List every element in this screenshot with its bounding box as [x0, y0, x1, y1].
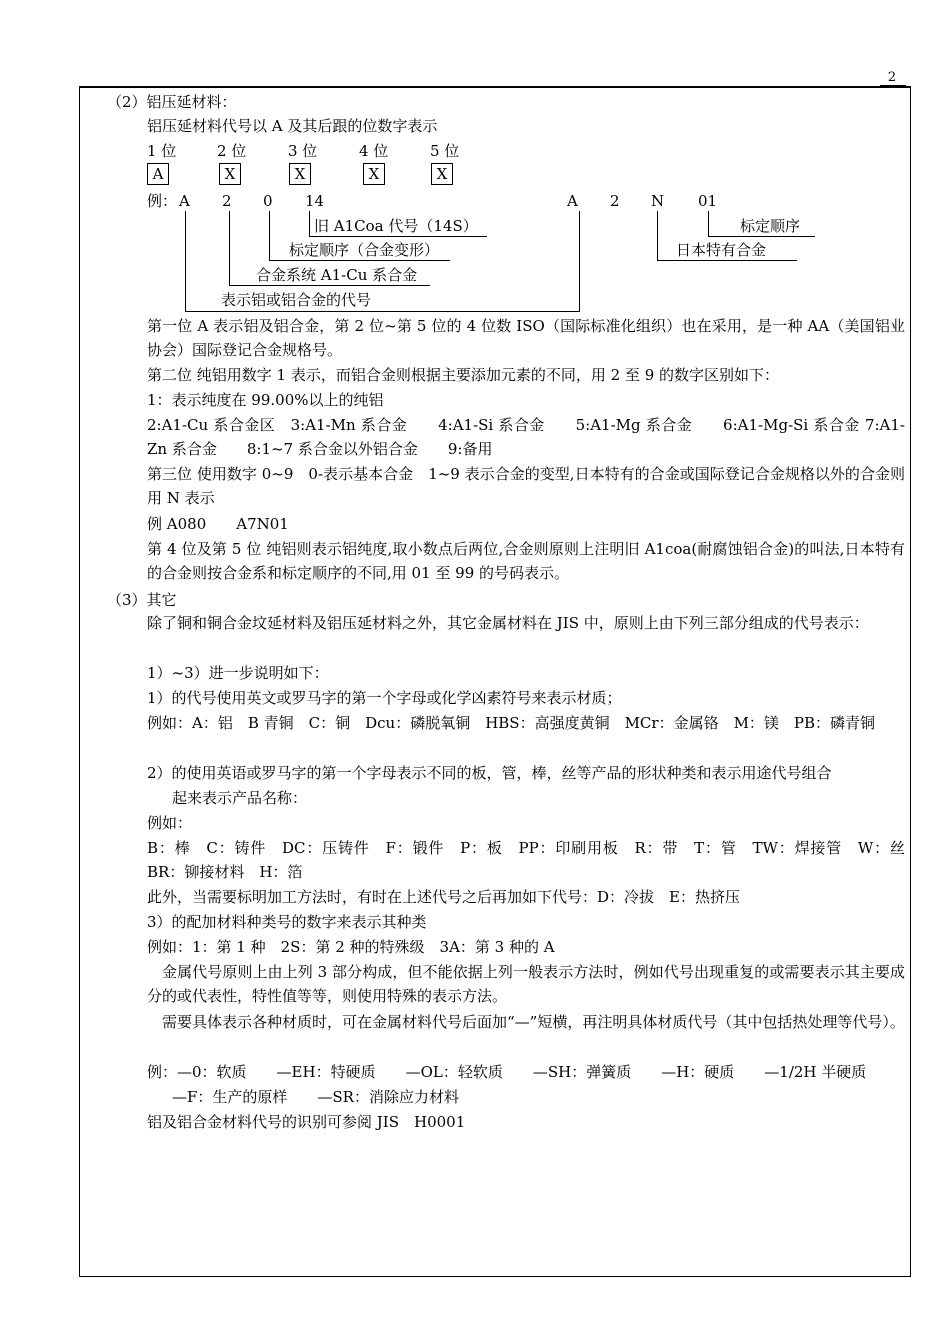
leader-14-vertical: [309, 211, 310, 236]
section3-para-14: 例：—0：软质 —EH：特硬质 —OL：轻软质 —SH：弹簧质 —H：硬质 —1/2H 半硬质: [147, 1063, 867, 1081]
leader-a2-vertical: [579, 211, 580, 311]
section3-para-13: 需要具体表示各种材质时，可在金属材料代号后面加“—”短横，再注明具体材质代号（其中包括热处理等代号）。: [162, 1013, 905, 1031]
section2-para-6: 例 A080 A7N01: [147, 515, 289, 533]
frame-top-rule: [79, 86, 911, 88]
callout-japan-alloy: 日本特有合金: [676, 241, 767, 259]
section3-para-1: 除了铜和铜合金坟延材料及铝压延材料之外，其它金属材料在 JIS 中，原则上由下列三部分组成的代号表示：: [147, 614, 869, 632]
example1-char-2: 2: [222, 192, 232, 210]
example2-char-1: A: [567, 192, 578, 210]
section3-para-5: 2）的使用英语或罗马字的第一个字母表示不同的板，管，棒，丝等产品的形状种类和表示用途代号组合: [147, 764, 832, 782]
example-label: 例：: [147, 192, 178, 210]
leader-01-vertical: [708, 211, 709, 236]
code-box-1: A: [147, 163, 169, 185]
callout-aluminum-code: 表示铝或铝合金的代号: [221, 291, 372, 309]
code-box-2: X: [219, 163, 241, 185]
leader-0-underline: [269, 260, 450, 261]
callout-alloy-system: 合金系统 A1-Cu 系合金: [256, 266, 418, 284]
section3-para-6: 起来表示产品名称：: [172, 789, 308, 807]
callout-order: 标定顺序: [740, 217, 801, 235]
section2-para-3: 1：表示纯度在 99.00%以上的纯铝: [147, 391, 384, 409]
position-label-5: 5 位: [430, 142, 460, 160]
section2-intro: 铝压延材料代号以 A 及其后跟的位数字表示: [147, 117, 438, 135]
example1-char-4: 14: [305, 192, 325, 210]
section2-para-7: 第 4 位及第 5 位 纯铝则表示铝纯度,取小数点后两位,合金则原则上注明旧 A1coa(耐腐蚀铝合金)的叫法,日本特有的合金则按合金系和标定顺序的不同,用 01 至 99 的号码表示。: [147, 540, 905, 582]
leader-01-underline: [708, 236, 815, 237]
position-label-1: 1 位: [147, 142, 177, 160]
section3-heading: （3）其它: [107, 591, 177, 609]
section2-para-5: 第三位 使用数字 0~9 0-表示基本合金 1~9 表示合金的变型,日本特有的合金或国际登记合金规格以外的合金则用 N 表示: [147, 465, 905, 507]
leader-n-vertical: [657, 211, 658, 261]
page-number: 2: [887, 70, 897, 85]
section3-para-15: —F：生产的原样 —SR：消除应力材料: [172, 1088, 459, 1106]
position-label-3: 3 位: [288, 142, 318, 160]
leader-0-vertical: [269, 211, 270, 261]
section2-heading: （2）铝压延材料：: [107, 93, 237, 111]
example1-char-1: A: [179, 192, 190, 210]
leader-14-underline: [309, 236, 487, 237]
section3-para-9: 此外，当需要标明加工方法时，有时在上述代号之后再加如下代号：D：冷拔 E：热挤压: [147, 888, 740, 906]
section3-para-8: B：棒 C：铸件 DC：压铸件 F：锻件 P：板 PP：印刷用板 R：带 T：管 TW：焊接管 W：丝 BR：铆接材料 H：箔: [147, 839, 921, 881]
section3-para-16: 铝及铝合金材料代号的识别可参阅 JIS H0001: [147, 1113, 466, 1131]
leader-2-vertical: [229, 211, 230, 285]
position-label-2: 2 位: [217, 142, 247, 160]
section3-para-7: 例如：: [147, 814, 193, 832]
example1-char-3: 0: [263, 192, 273, 210]
section3-para-10: 3）的配加材料种类号的数字来表示其种类: [147, 913, 427, 931]
leader-a-joint-underline: [185, 311, 580, 312]
section3-para-11: 例如：1：第 1 种 2S：第 2 种的特殊级 3A：第 3 种的 A: [147, 938, 555, 956]
example2-char-4: 01: [698, 192, 718, 210]
callout-order-alloy: 标定顺序（合金变形）: [289, 241, 440, 259]
code-box-5: X: [431, 163, 453, 185]
section3-para-2: 1）~3）进一步说明如下：: [147, 664, 329, 682]
leader-2-underline: [229, 285, 430, 286]
code-box-3: X: [289, 163, 311, 185]
example2-char-3: N: [651, 192, 665, 210]
leader-a1-vertical: [185, 211, 186, 311]
example2-char-2: 2: [610, 192, 620, 210]
section3-para-12: 金属代号原则上由上列 3 部分构成，但不能依据上列一般表示方法时，例如代号出现重复的或需要表示其主要成分的或代表性，特性值等等，则使用特殊的表示方法。: [147, 963, 905, 1005]
section2-para-1: 第一位 A 表示铝及铝合金，第 2 位~第 5 位的 4 位数 ISO（国际标准化组织）也在采用，是一种 AA（美国铝业协会）国际登记合金规格号。: [147, 317, 905, 359]
section3-para-4: 例如：A：铝 B 青铜 C：铜 Dcu：磷脱氧铜 HBS：高强度黄铜 MCr：金属铬 M：镁 PB：磷青铜: [147, 714, 876, 732]
section2-para-2: 第二位 纯铝用数字 1 表示，而铝合金则根据主要添加元素的不同，用 2 至 9 的数字区别如下：: [147, 366, 780, 384]
section2-para-4: 2:A1-Cu 系合金区 3:A1-Mn 系合金 4:A1-Si 系合金 5:A1-Mg 系合金 6:A1-Mg-Si 系合金 7:A1-Zn 系合金 8:1~7 系合金以外铝合金 9:备用: [147, 416, 905, 458]
callout-old-code: 旧 A1Coa 代号（14S）: [314, 217, 478, 235]
leader-n-underline: [657, 260, 797, 261]
section3-para-3: 1）的代号使用英文或罗马字的第一个字母或化学凶素符号来表示材质；: [147, 689, 622, 707]
code-box-4: X: [363, 163, 385, 185]
position-label-4: 4 位: [359, 142, 389, 160]
